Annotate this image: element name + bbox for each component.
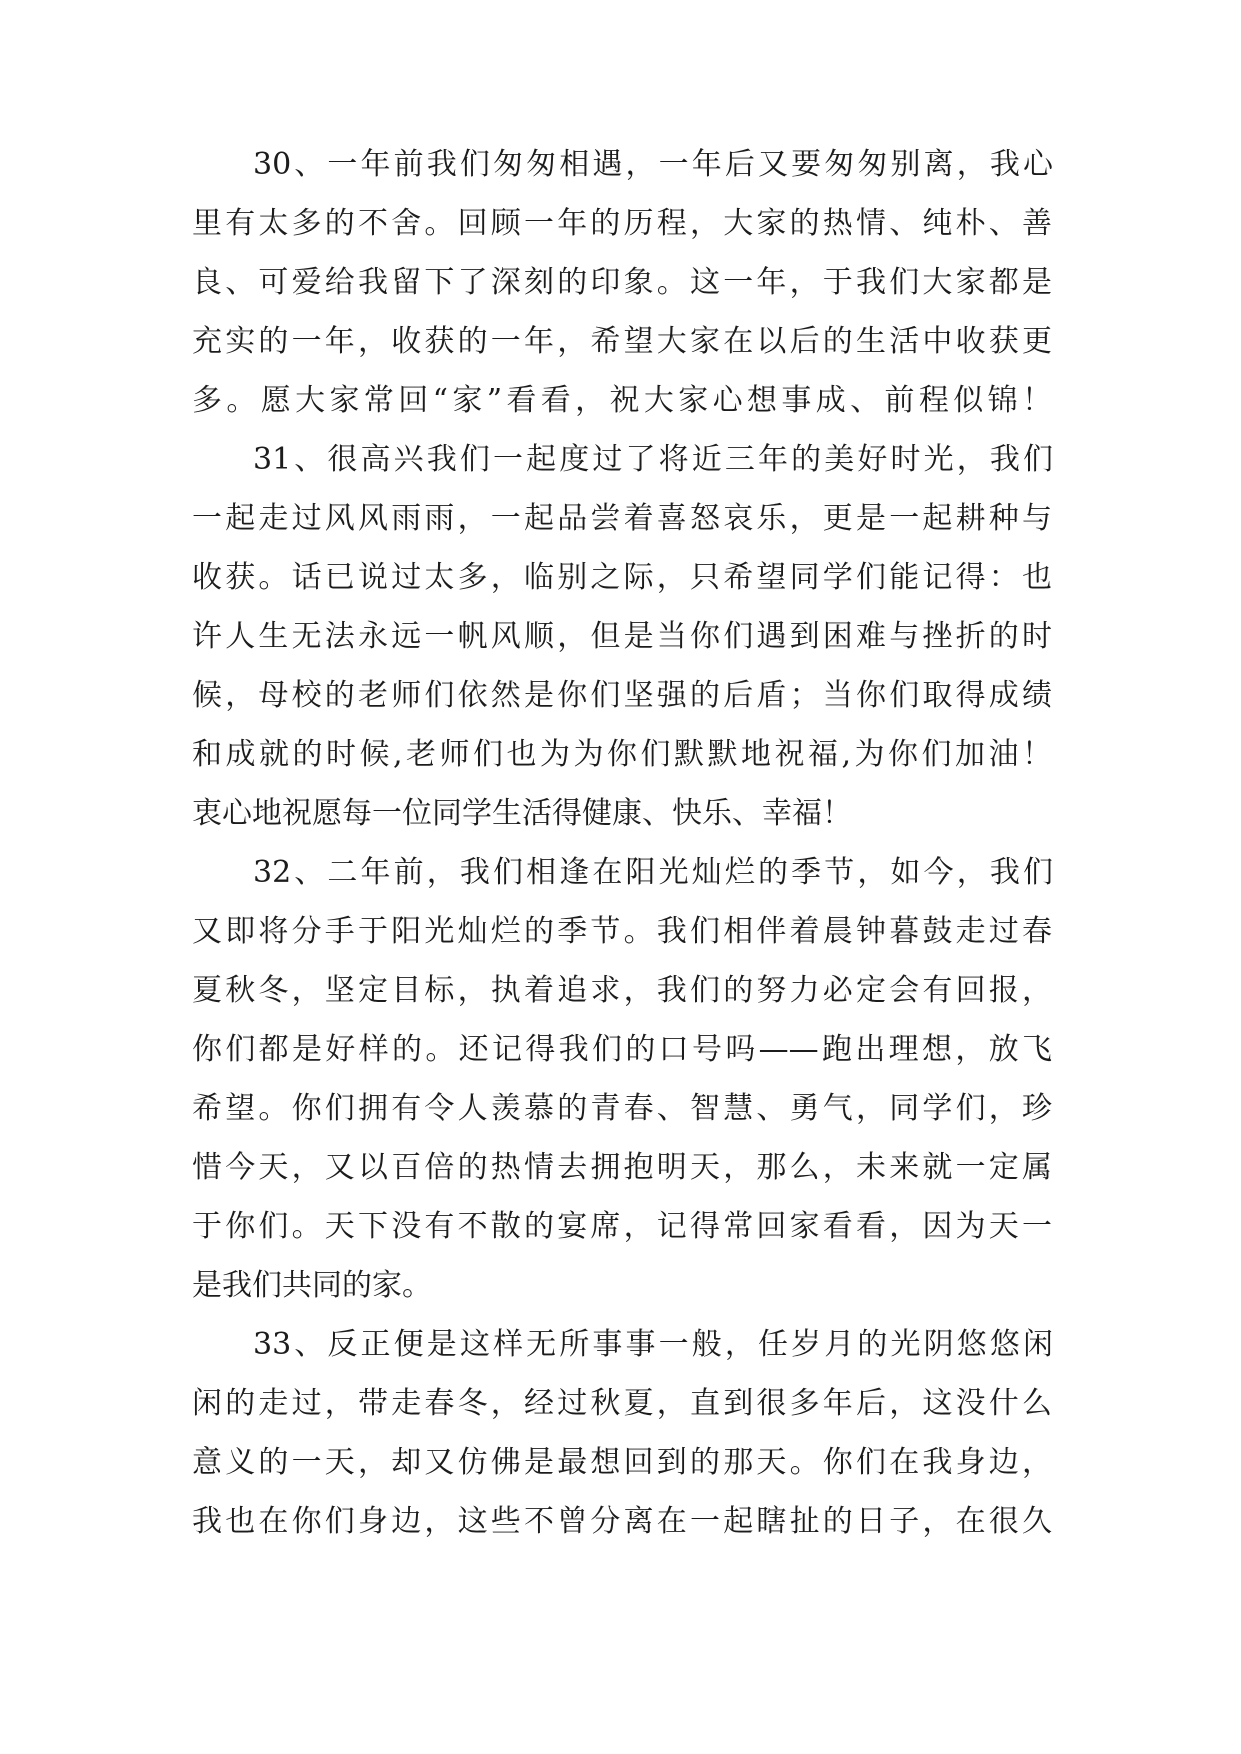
paragraph-30-line-1: 30、一年前我们匆匆相遇，一年后又要匆匆别离，我心	[253, 147, 1053, 182]
paragraph-32-line-3: 夏秋冬，坚定目标，执着追求，我们的努力必定会有回报，	[192, 973, 1052, 1008]
paragraph-33-line-1: 33、反正便是这样无所事事一般，任岁月的光阴悠悠闲	[253, 1327, 1053, 1362]
paragraph-30-line-3: 良、可爱给我留下了深刻的印象。这一年，于我们大家都是	[192, 265, 1052, 300]
paragraph-32-line-7: 于你们。天下没有不散的宴席，记得常回家看看，因为天一	[192, 1209, 1052, 1244]
paragraph-32-line-2: 又即将分手于阳光灿烂的季节。我们相伴着晨钟暮鼓走过春	[192, 914, 1052, 949]
paragraph-31-line-3: 收获。话已说过太多，临别之际，只希望同学们能记得：也	[192, 560, 1052, 595]
paragraph-32-line-6: 惜今天，又以百倍的热情去拥抱明天，那么，未来就一定属	[192, 1150, 1052, 1185]
paragraph-31-line-7: 衷心地祝愿每一位同学生活得健康、快乐、幸福！	[192, 796, 852, 831]
paragraph-33-line-2: 闲的走过，带走春冬，经过秋夏，直到很多年后，这没什么	[192, 1386, 1052, 1421]
paragraph-31-line-2: 一起走过风风雨雨，一起品尝着喜怒哀乐，更是一起耕种与	[192, 501, 1052, 536]
paragraph-32-line-1: 32、二年前，我们相逢在阳光灿烂的季节，如今，我们	[253, 855, 1053, 890]
paragraph-31-line-4: 许人生无法永远一帆风顺，但是当你们遇到困难与挫折的时	[192, 619, 1052, 654]
paragraph-31-line-6: 和成就的时候,老师们也为为你们默默地祝福,为你们加油！	[192, 737, 1052, 772]
paragraph-32-line-8: 是我们共同的家。	[192, 1268, 432, 1303]
paragraph-32-line-4: 你们都是好样的。还记得我们的口号吗——跑出理想，放飞	[192, 1032, 1052, 1067]
paragraph-32-line-5: 希望。你们拥有令人羡慕的青春、智慧、勇气，同学们，珍	[192, 1091, 1052, 1126]
paragraph-30-line-5: 多。愿大家常回“家”看看，祝大家心想事成、前程似锦！	[192, 383, 1052, 418]
paragraph-33-line-3: 意义的一天，却又仿佛是最想回到的那天。你们在我身边，	[192, 1445, 1052, 1480]
paragraph-33-line-4: 我也在你们身边，这些不曾分离在一起瞎扯的日子，在很久	[192, 1504, 1052, 1539]
paragraph-30-line-4: 充实的一年，收获的一年，希望大家在以后的生活中收获更	[192, 324, 1052, 359]
paragraph-31-line-1: 31、很高兴我们一起度过了将近三年的美好时光，我们	[253, 442, 1053, 477]
paragraph-30-line-2: 里有太多的不舍。回顾一年的历程，大家的热情、纯朴、善	[192, 206, 1052, 241]
paragraph-31-line-5: 候，母校的老师们依然是你们坚强的后盾；当你们取得成绩	[192, 678, 1052, 713]
